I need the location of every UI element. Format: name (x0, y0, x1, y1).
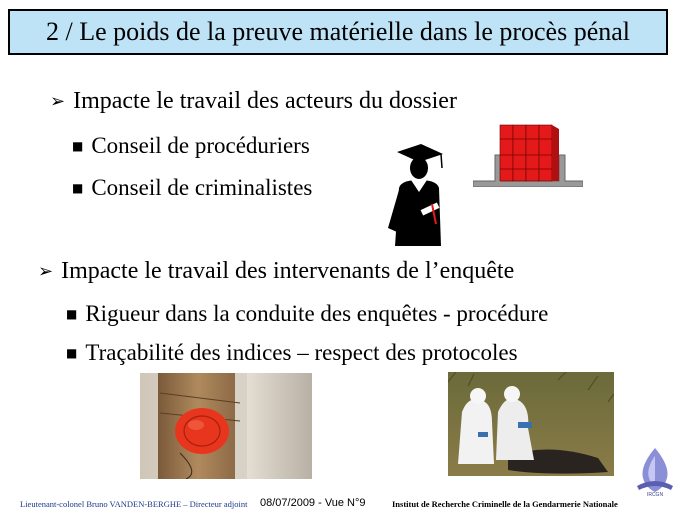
square-bullet-icon: ■ (72, 139, 84, 153)
footer-institute: Institut de Recherche Criminelle de la Gendarmerie Nationale (392, 499, 618, 509)
square-bullet-icon: ■ (66, 346, 78, 360)
section2-item-text: Traçabilité des indices – respect des protocoles (85, 340, 518, 365)
graduate-icon (385, 142, 447, 248)
square-bullet-icon: ■ (66, 307, 78, 321)
arrow-bullet-icon: ➢ (38, 261, 54, 282)
footer-date-view: 08/07/2009 - Vue N°9 (260, 497, 366, 509)
section1-heading (50, 88, 457, 115)
section1-heading-text: Impacte le travail des acteurs du dossier (73, 88, 457, 114)
section2-item (66, 340, 518, 366)
binders-icon (473, 121, 583, 187)
section2-heading (38, 258, 514, 285)
section1-item (72, 133, 310, 159)
gendarmerie-logo-icon (631, 446, 679, 498)
footer-author: Lieutenant-colonel Bruno VANDEN-BERGHE – Directeur adjoint (20, 499, 248, 509)
square-bullet-icon: ■ (72, 181, 84, 195)
section2-item-text: Rigueur dans la conduite des enquêtes - procédure (85, 301, 549, 326)
sealed-evidence-photo (140, 373, 312, 479)
section2-item (66, 301, 548, 327)
slide-title (8, 9, 668, 55)
crime-scene-photo (448, 372, 614, 476)
section2-heading-text: Impacte le travail des intervenants de l’enquête (61, 258, 515, 284)
section1-item-text: Conseil de procéduriers (91, 133, 310, 158)
section1-item-text: Conseil de criminalistes (91, 175, 313, 200)
slide-title-text: 2 / Le poids de la preuve matérielle dans le procès pénal (45, 17, 631, 46)
section1-item (72, 175, 312, 201)
logo-text: IRCGN (646, 492, 664, 498)
arrow-bullet-icon: ➢ (50, 91, 66, 112)
